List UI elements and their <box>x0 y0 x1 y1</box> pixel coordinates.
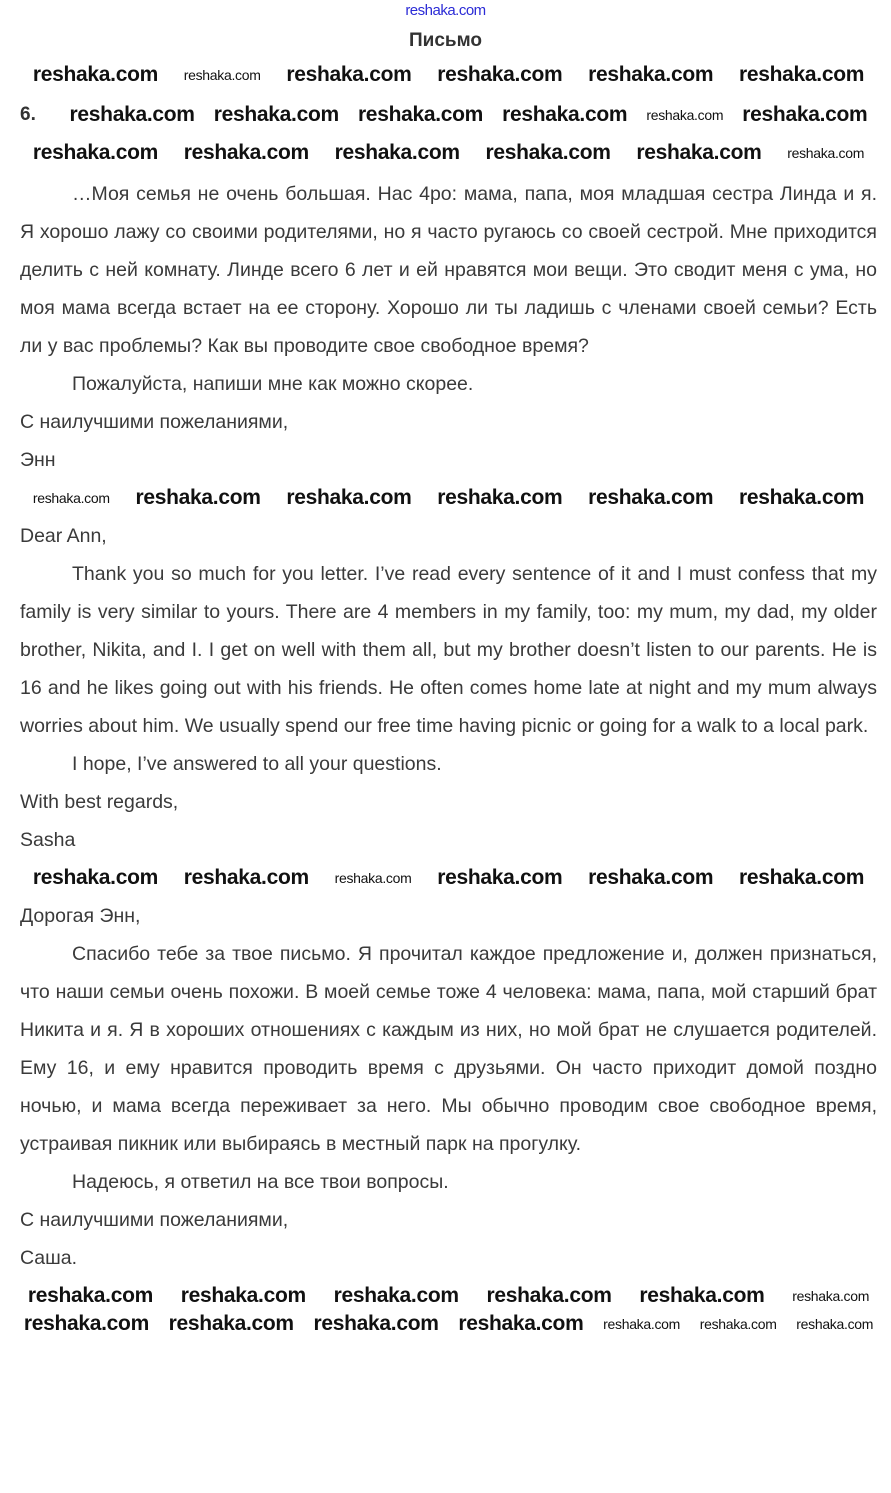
watermark: reshaka.com <box>646 107 724 123</box>
watermark: reshaka.com <box>168 1312 294 1335</box>
watermark: reshaka.com <box>334 870 412 886</box>
reply-en-greeting: Dear Ann, <box>20 525 107 547</box>
exercise-number: 6. <box>20 104 36 125</box>
watermark: reshaka.com <box>333 1284 459 1307</box>
watermark: reshaka.com <box>32 141 158 164</box>
watermark: reshaka.com <box>437 486 563 509</box>
watermark: reshaka.com <box>32 490 110 506</box>
watermark: reshaka.com <box>636 141 762 164</box>
reply-ru-paragraph-2: Надеюсь, я ответил на все твои вопросы. <box>72 1171 449 1193</box>
watermark: reshaka.com <box>357 103 484 126</box>
page-title: Письмо <box>409 30 482 51</box>
watermark: reshaka.com <box>27 1284 153 1307</box>
reply-en-paragraph-1: Thank you so much for you letter. I’ve read every sentence of it and I must confess that my family is very similar to yours. There are 4 members in my family, too: my mum, my dad, my older brother, Nikita, and I. I get on well with them all, but my brother doesn’t listen to our parents. He is 16 and he likes going out with his friends. He often comes home late at night and my mum always worries about him. We usually spend our free time having picnic or going for a walk to a local park. <box>20 563 877 737</box>
watermark: reshaka.com <box>32 866 158 889</box>
watermark-area <box>20 1283 877 1337</box>
watermark: reshaka.com <box>486 1284 612 1307</box>
reply-ru-signature: Саша. <box>20 1247 78 1269</box>
site-link[interactable]: reshaka.com <box>405 2 486 19</box>
watermark: reshaka.com <box>286 63 412 86</box>
watermark: reshaka.com <box>135 486 261 509</box>
reply-en-paragraph-2: I hope, I’ve answered to all your questions. <box>72 753 442 775</box>
letter-ru-paragraph-1: …Моя семья не очень большая. Нас 4ро: мама, папа, моя младшая сестра Линда и я. Я хорошо лажу со своими родителями, но я часто ругаюсь со своей сестрой. Мне приходится делить с ней комнату. Линде всего 6 лет и ей нравятся мои вещи. Это сводит меня с ума, но моя мама всегда встает на ее сторону. Хорошо ли ты ладишь с членами своей семьи? Есть ли у вас проблемы? Как вы проводите свое свободное время? <box>20 183 877 357</box>
watermark: reshaka.com <box>334 141 460 164</box>
letter-ru-closing: С наилучшими пожеланиями, <box>20 411 289 433</box>
reply-en-signature: Sasha <box>20 829 76 851</box>
watermark: reshaka.com <box>588 866 714 889</box>
watermark: reshaka.com <box>213 103 339 126</box>
watermark: reshaka.com <box>183 866 309 889</box>
watermark: reshaka.com <box>183 67 261 83</box>
watermark: reshaka.com <box>180 1284 306 1307</box>
watermark: reshaka.com <box>699 1316 777 1332</box>
watermark-row <box>20 859 877 897</box>
watermark-row <box>20 56 877 94</box>
letter-ru-signature: Энн <box>20 449 56 471</box>
watermark: reshaka.com <box>23 1312 149 1335</box>
watermark: reshaka.com <box>792 1288 870 1304</box>
watermark: reshaka.com <box>796 1316 874 1332</box>
watermark: reshaka.com <box>437 63 563 86</box>
watermark: reshaka.com <box>485 141 611 164</box>
watermark: reshaka.com <box>313 1312 439 1335</box>
reply-ru-paragraph-1: Спасибо тебе за твое письмо. Я прочитал каждое предложение и, должен признаться, что наши семьи очень похожи. В моей семье тоже 4 человека: мама, папа, мой старший брат Никита и я. Я в хороших отношениях с каждым из них, но мой брат не слушается родителей. Ему 16, и ему нравится проводить время с друзьями. Он часто приходит домой поздно ночью, и мама всегда переживает за него. Мы обычно проводим свое свободное время, устраивая пикник или выбираясь в местный парк на прогулку. <box>20 943 877 1155</box>
watermark: reshaka.com <box>286 486 412 509</box>
watermark: reshaka.com <box>69 103 195 126</box>
watermark: reshaka.com <box>502 103 628 126</box>
watermark: reshaka.com <box>742 103 868 126</box>
watermark: reshaka.com <box>32 63 158 86</box>
watermark: reshaka.com <box>738 63 865 86</box>
reply-en-closing: With best regards, <box>20 791 179 813</box>
watermark-row <box>20 479 877 517</box>
watermark-row <box>20 134 877 172</box>
watermark: reshaka.com <box>458 1312 584 1335</box>
reply-ru-closing: С наилучшими пожеланиями, <box>20 1209 289 1231</box>
watermark: reshaka.com <box>603 1316 681 1332</box>
reply-ru-greeting: Дорогая Энн, <box>20 905 141 927</box>
watermark: reshaka.com <box>588 63 714 86</box>
watermark: reshaka.com <box>588 486 714 509</box>
watermark-row <box>60 96 877 134</box>
watermark: reshaka.com <box>787 145 865 161</box>
watermark: reshaka.com <box>639 1284 765 1307</box>
document-body <box>20 175 877 1337</box>
watermark: reshaka.com <box>183 141 309 164</box>
letter-ru-paragraph-2: Пожалуйста, напиши мне как можно скорее. <box>72 373 474 395</box>
watermark: reshaka.com <box>738 486 865 509</box>
watermark: reshaka.com <box>437 866 563 889</box>
watermark: reshaka.com <box>738 866 865 889</box>
